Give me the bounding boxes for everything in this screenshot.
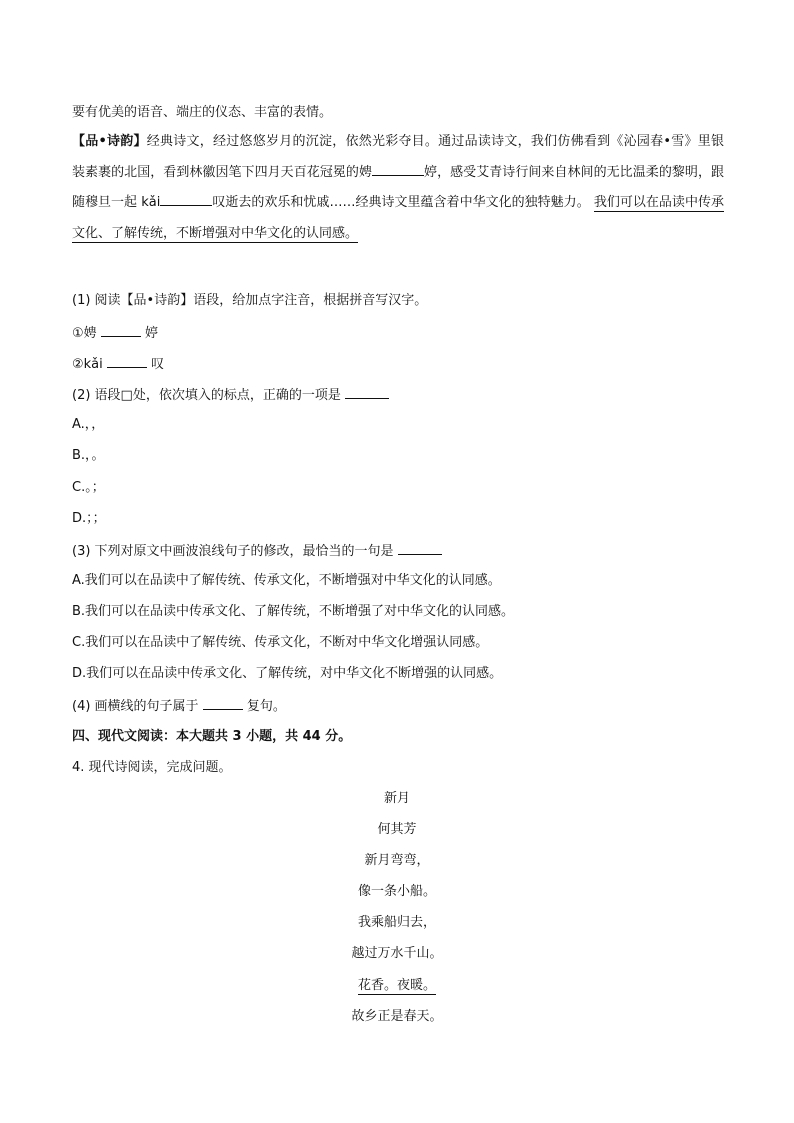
- answer-blank: [203, 696, 243, 710]
- question-3: [72, 541, 442, 561]
- poem-line: 像一条小船。: [357, 884, 436, 899]
- question-2-option-c: C.。；: [72, 480, 105, 495]
- question-2-option-b: B.，。: [72, 448, 105, 463]
- question-1: (1) 阅读【品•诗韵】语段，给加点字注音，根据拼音写汉字。: [72, 293, 428, 308]
- poem-line: 我乘船归去，: [357, 915, 436, 930]
- poem-author: 何其芳: [377, 822, 417, 837]
- question-1a: [72, 323, 158, 343]
- question-1a-prefix: ①娉: [72, 326, 97, 341]
- passage-line-intro: 要有优美的语音、端庄的仪态、丰富的表情。: [72, 105, 333, 120]
- question-1a-suffix: 婷: [144, 326, 158, 341]
- question-1b-prefix: ②kǎi: [72, 357, 103, 372]
- question-4-suffix: 复句。: [246, 699, 286, 714]
- question-3-text: (3) 下列对原文中画波浪线句子的修改，最恰当的一句是: [72, 544, 394, 559]
- answer-blank: [372, 162, 424, 176]
- question-3-option-c: C.我们可以在品读中了解传统、传承文化，不断对中华文化增强认同感。: [72, 635, 489, 650]
- passage-text-part2: 婷，感受艾青诗行间来自林间的无比温柔的黎明，跟随穆旦一起 kǎi: [72, 164, 724, 210]
- passage-paragraph-poetry: [72, 127, 724, 249]
- question-4-prefix: (4) 画横线的句子属于: [72, 699, 199, 714]
- question-4: [72, 696, 286, 716]
- question-2-option-a: A.，，: [72, 417, 105, 432]
- poem-line: 越过万水千山。: [351, 946, 443, 961]
- passage-text-part3: 叹逝去的欢乐和忧戚……经典诗文里蕴含着中华文化的独特魅力。: [212, 195, 590, 210]
- question-2-text: (2) 语段□处，依次填入的标点，正确的一项是: [72, 388, 341, 403]
- answer-blank: [107, 354, 147, 368]
- question-3-option-d: D.我们可以在品读中传承文化、了解传统，对中华文化不断增强的认同感。: [72, 666, 503, 681]
- question-3-option-b: B.我们可以在品读中传承文化、了解传统，不断增强了对中华文化的认同感。: [72, 604, 515, 619]
- passage-text-part1: 经典诗文，经过悠悠岁月的沉淀，依然光彩夺目。通过品读诗文，我们仿佛看到《沁园春•雪》里银装素裹的北国，看到林徽因笔下四月天百花冠冕的娉: [72, 134, 724, 180]
- answer-blank: [101, 323, 141, 337]
- section-heading: 四、现代文阅读：本大题共 3 小题，共 44 分。: [72, 729, 352, 744]
- poem-line: 故乡正是春天。: [351, 1009, 443, 1024]
- answer-blank: [398, 541, 442, 555]
- question-intro: 4. 现代诗阅读，完成问题。: [72, 760, 232, 775]
- answer-blank: [160, 192, 212, 206]
- question-3-option-a: A.我们可以在品读中了解传统、传承文化，不断增强对中华文化的认同感。: [72, 573, 501, 588]
- question-2-option-d: D.；；: [72, 511, 106, 526]
- poem-line: 新月弯弯，: [364, 853, 430, 868]
- underlined-sentence: 我们可以在品读中传承文化、了解传统，不断增强对中华文化的认同感。: [72, 195, 724, 241]
- question-2: [72, 385, 389, 405]
- answer-blank: [345, 385, 389, 399]
- question-1b: [72, 354, 164, 374]
- poem-title: 新月: [383, 791, 410, 806]
- poem-line: 花香。夜暖。: [357, 978, 436, 993]
- poem-line-underlined: [0, 977, 794, 995]
- question-1b-suffix: 叹: [151, 357, 165, 372]
- section-bracket-title: 【品•诗韵】: [72, 134, 147, 149]
